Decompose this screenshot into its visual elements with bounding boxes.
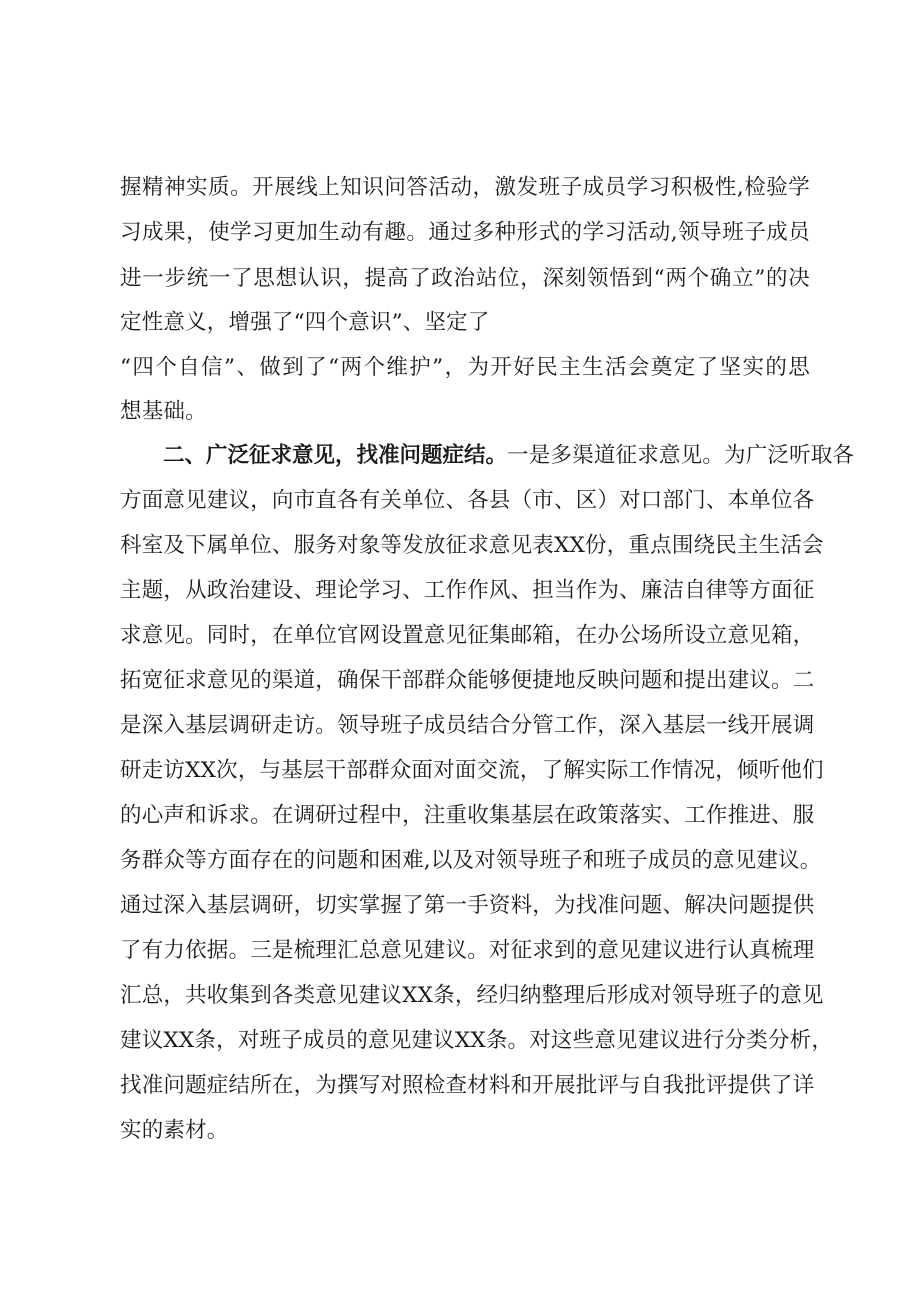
text-line: 进一步统一了思想认识，提高了政治站位，深刻领悟到“两个确立”的决 <box>120 266 810 291</box>
text-line: 想基础。 <box>120 399 207 424</box>
text-line: 定性意义，增强了“四个意识”、坚定了 <box>120 310 490 335</box>
text-line: 科室及下属单位、服务对象等发放征求意见表XX份，重点围绕民主生活会 <box>120 533 824 558</box>
text-run: 一是多渠道征求意见。为广泛听取各 <box>507 443 855 468</box>
text-line: 主题，从政治建设、理论学习、工作作风、担当作为、廉洁自律等方面征 <box>120 578 815 603</box>
text-line: 了有力依据。三是梳理汇总意见建议。对征求到的意见建议进行认真梳理 <box>120 938 815 963</box>
text-line: 找准问题症结所在，为撰写对照检查材料和开展批评与自我批评提供了详 <box>120 1073 815 1098</box>
section-heading: 二、广泛征求意见，找准问题症结。 <box>163 443 508 468</box>
text-line: 求意见。同时，在单位官网设置意见征集邮箱，在办公场所设立意见箱， <box>120 623 815 648</box>
text-line: 建议XX条，对班子成员的意见建议XX条。对这些意见建议进行分类分析， <box>120 1028 834 1053</box>
text-line: “四个自信”、做到了“两个维护”，为开好民主生活会奠定了坚实的思 <box>120 355 810 380</box>
paragraph-first-line <box>163 439 855 473</box>
text-line: 实的素材。 <box>120 1118 229 1143</box>
text-line: 拓宽征求意见的渠道，确保干部群众能够便捷地反映问题和提出建议。二 <box>120 668 815 693</box>
text-line: 是深入基层调研走访。领导班子成员结合分管工作，深入基层一线开展调 <box>120 713 815 738</box>
text-line: 握精神实质。开展线上知识问答活动，激发班子成员学习积极性,检验学 <box>120 175 810 200</box>
text-line: 研走访XX次，与基层干部群众面对面交流，了解实际工作情况，倾听他们 <box>120 758 824 783</box>
text-line: 的心声和诉求。在调研过程中，注重收集基层在政策落实、工作推进、服 <box>120 803 815 828</box>
text-line: 通过深入基层调研，切实掌握了第一手资料，为找准问题、解决问题提供 <box>120 893 815 918</box>
text-line: 汇总，共收集到各类意见建议XX条，经归纳整理后形成对领导班子的意见 <box>120 983 824 1008</box>
text-line: 习成果，使学习更加生动有趣。通过多种形式的学习活动,领导班子成员 <box>120 220 810 245</box>
text-line: 方面意见建议，向市直各有关单位、各县（市、区）对口部门、本单位各 <box>120 488 815 513</box>
text-line: 务群众等方面存在的问题和困难,以及对领导班子和班子成员的意见建议。 <box>120 848 822 873</box>
